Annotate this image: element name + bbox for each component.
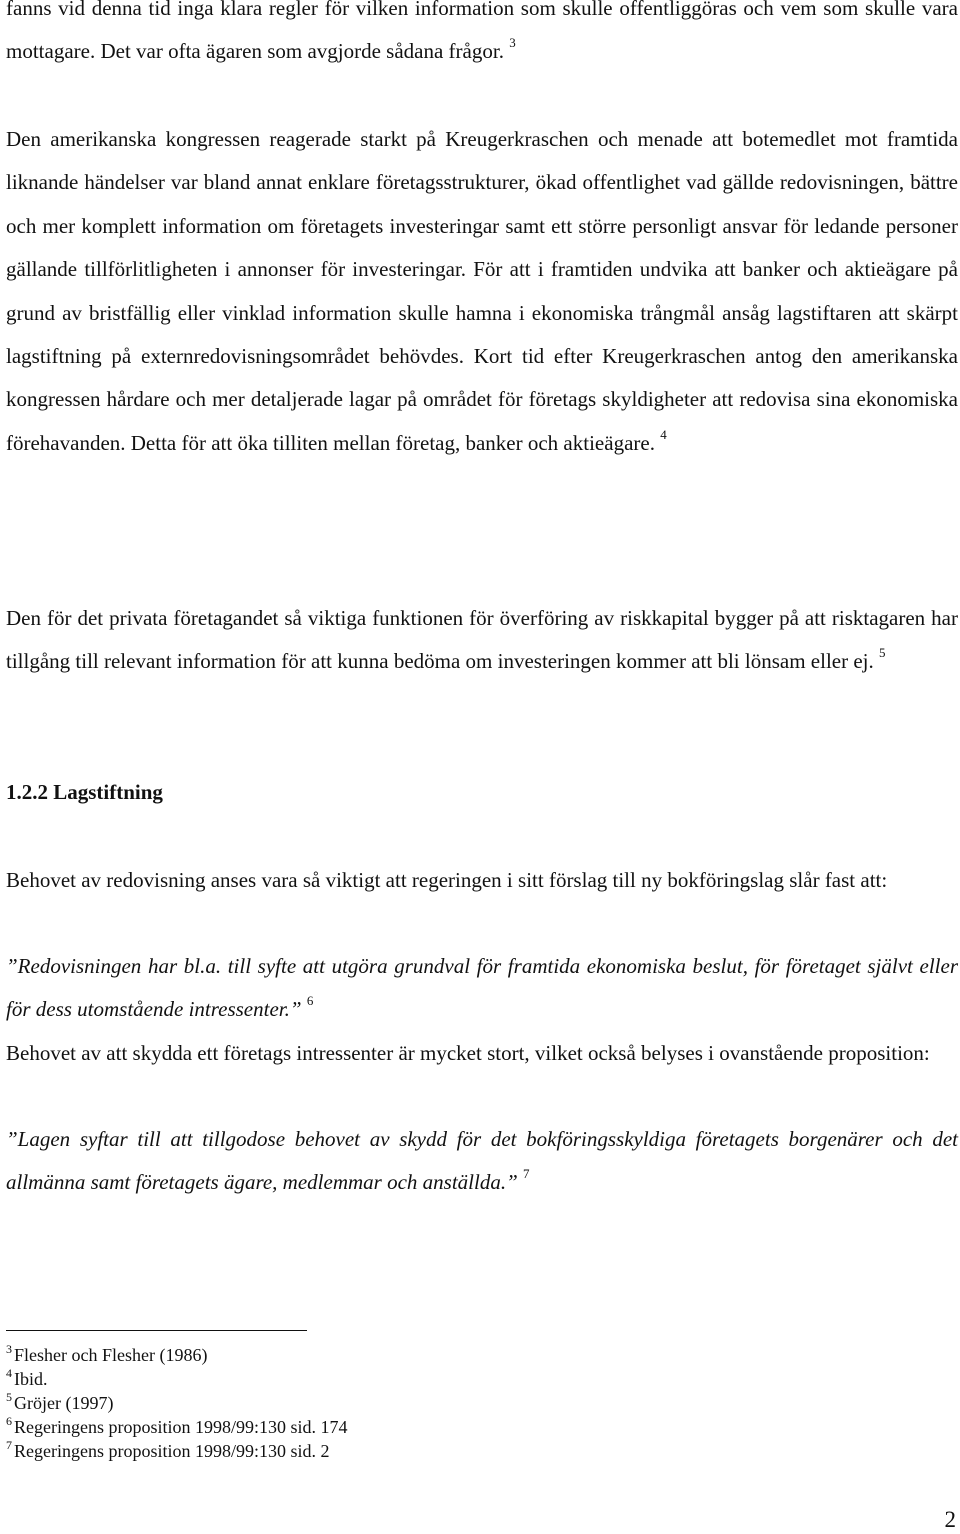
quote-bokforingslag — [6, 945, 958, 1032]
footnote-item — [6, 1367, 347, 1391]
footnote-text: Gröjer (1997) — [14, 1393, 114, 1413]
footnote-ref: 7 — [523, 1166, 530, 1182]
quote-lagen-syftar — [6, 1118, 958, 1205]
paragraph-text: Den för det privata företagandet så viktiga funktionen för överföring av riskkapital bygger på att risktagaren har tillgång till relevant information för att kunna bedöma om investeringen kommer att bli lönsam eller ej. — [6, 606, 958, 674]
footnote-ref: 3 — [509, 35, 516, 51]
footnote-item — [6, 1439, 347, 1463]
footnote-separator — [6, 1330, 307, 1331]
footnote-text: Flesher och Flesher (1986) — [14, 1345, 208, 1365]
footnote-text: Regeringens proposition 1998/99:130 sid. 174 — [14, 1417, 348, 1437]
footnote-text: Regeringens proposition 1998/99:130 sid. 2 — [14, 1441, 330, 1461]
footnote-item — [6, 1391, 347, 1415]
paragraph-text: Den amerikanska kongressen reagerade starkt på Kreugerkraschen och menade att botemedlet mot framtida liknande händelser var bland annat enklare företagsstrukturer, ökad offentlighet vad gällde redovisningen, bättre och mer komplett information om företagets investeringar samt ett större personligt ansvar för ledande personer gällande tillförlitligheten i annonser för investeringar. För att i framtiden undvika att banker och aktieägare på grund av bristfällig eller vinklad information skulle hamna i ekonomiska trångmål ansåg lagstiftaren att skärpt lagstiftning på externredovisningsområdet behövdes. Kort tid efter Kreugerkraschen antog den amerikanska kongressen hårdare och mer detaljerade lagar på området för företags skyldigheter att redovisa sina ekonomiska förehavanden. Detta för att öka tilliten mellan företag, banker och aktieägare. — [6, 127, 958, 455]
footnote-ref: 4 — [660, 426, 667, 442]
paragraph-text: fanns vid denna tid inga klara regler för vilken information som skulle offentliggöras och vem som skulle vara mottagare. Det var ofta ägaren som avgjorde sådana frågor. — [6, 0, 958, 64]
page-number: 2 — [944, 1507, 956, 1532]
footnote-number: 6 — [6, 1413, 12, 1428]
paragraph-intro — [6, 0, 958, 74]
footnote-text: Ibid. — [14, 1369, 48, 1389]
footnote-ref: 6 — [306, 993, 314, 1009]
footnote-number: 7 — [6, 1437, 12, 1452]
footnote-number: 5 — [6, 1389, 12, 1404]
footnote-item — [6, 1343, 347, 1367]
quote-text: ”Redovisningen har bl.a. till syfte att utgöra grundval för framtida ekonomiska beslut, för företaget självt eller för dess utomstående intressenter.” — [6, 954, 958, 1022]
paragraph-text: Behovet av redovisning anses vara så viktigt att regeringen i sitt förslag till ny bokföringslag slår fast att: — [6, 868, 888, 892]
paragraph-skydda-intressenter — [6, 1032, 958, 1075]
paragraph-kongressen — [6, 118, 958, 465]
footnote-item — [6, 1415, 347, 1439]
footnote-ref: 5 — [879, 645, 886, 661]
footnotes — [6, 1343, 347, 1463]
paragraph-behovet-redovisning — [6, 859, 958, 902]
paragraph-text: Behovet av att skydda ett företags intressenter är mycket stort, vilket också belyses i ovanstående proposition: — [6, 1041, 930, 1065]
quote-text: ”Lagen syftar till att tillgodose behovet av skydd för det bokföringsskyldiga företagets borgenärer och det allmänna samt företagets ägare, medlemmar och anställda.” — [6, 1127, 958, 1195]
paragraph-riskkapital — [6, 597, 958, 684]
section-heading: 1.2.2 Lagstiftning — [6, 780, 163, 804]
footnote-number: 3 — [6, 1341, 12, 1356]
footnote-number: 4 — [6, 1365, 12, 1380]
